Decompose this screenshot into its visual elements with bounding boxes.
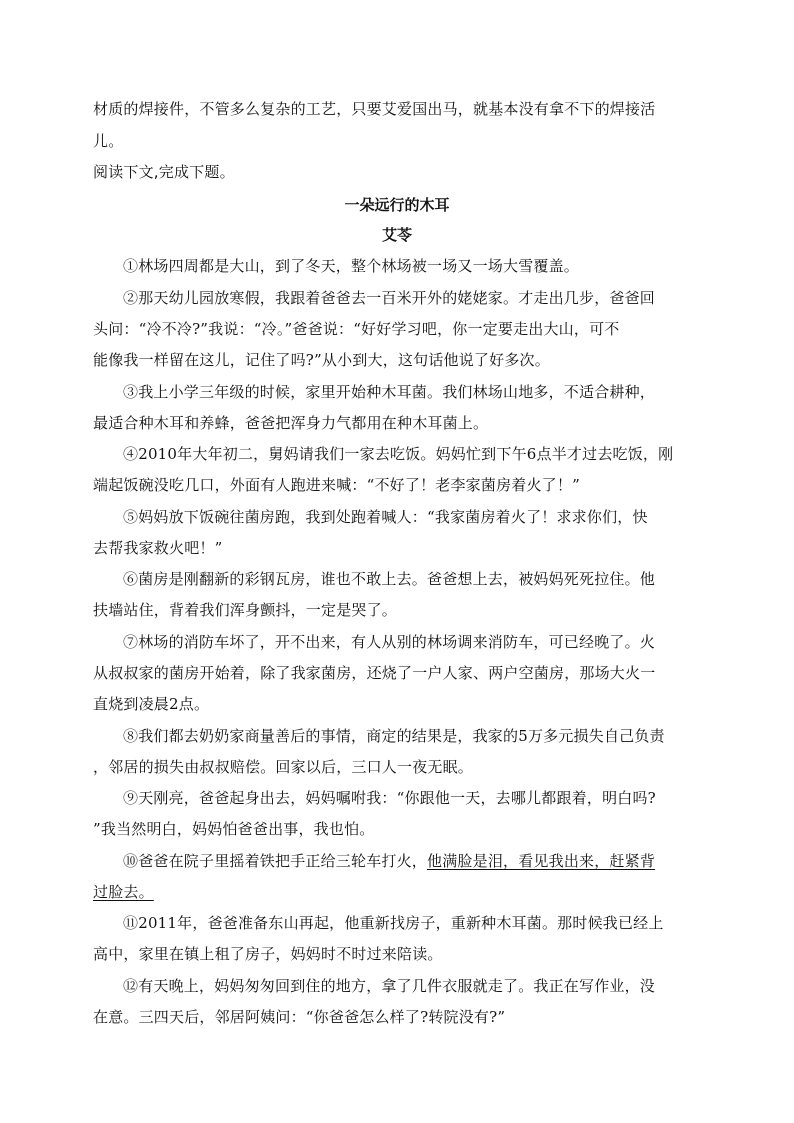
text-line: 儿。 (93, 132, 124, 150)
paragraph-12-line: ⑫有天晚上，妈妈匆匆回到住的地方，拿了几件衣服就走了。我正在写作业，没 (123, 977, 656, 995)
paragraph-12-line: 在意。三四天后，邻居阿姨问：“你爸爸怎么样了?转院没有?” (93, 1008, 506, 1026)
paragraph-4-line: ④2010年大年初二，舅妈请我们一家去吃饭。妈妈忙到下午6点半才过去吃饭，刚 (123, 445, 674, 463)
instruction-line: 阅读下文,完成下题。 (93, 163, 235, 181)
paragraph-1: ①林场四周都是大山，到了冬天，整个林场被一场又一场大雪覆盖。 (123, 257, 580, 275)
paragraph-11-line: ⑪2011年，爸爸准备东山再起，他重新找房子，重新种木耳菌。那时候我已经上 (123, 914, 664, 932)
paragraph-10-text: ⑩爸爸在院子里摇着铁把手正给三轮车打火， (123, 852, 428, 870)
paragraph-8-line: ，邻居的损失由叔叔赔偿。回家以后，三口人一夜无眠。 (93, 758, 474, 776)
paragraph-10-line (93, 881, 703, 902)
underlined-sentence: 他满脸是泪，看见我出来，赶紧背 (427, 852, 656, 870)
paragraph-2-line: ②那天幼儿园放寒假，我跟着爸爸去一百米开外的姥姥家。才走出几步，爸爸回 (123, 289, 656, 307)
underlined-sentence: 过脸去。 (93, 883, 154, 901)
paragraph-2-line: 头问：“冷不冷?”我说：“冷。”爸爸说：“好好学习吧，你一定要走出大山，可不 (93, 320, 620, 338)
paragraph-7-line: 从叔叔家的菌房开始着，除了我家菌房，还烧了一户人家、两户空菌房，那场大火一 (93, 664, 656, 682)
paragraph-3-line: ③我上小学三年级的时候，家里开始种木耳菌。我们林场山地多，不适合耕种， (123, 383, 656, 401)
paragraph-5-line: ⑤妈妈放下饭碗往菌房跑，我到处跑着喊人：“我家菌房着火了！求求你们，快 (123, 508, 648, 526)
paragraph-9-line: ⑨天刚亮，爸爸起身出去，妈妈嘱咐我：“你跟他一天，去哪儿都跟着，明白吗? (123, 789, 656, 807)
paragraph-6-line: ⑥菌房是刚翻新的彩钢瓦房，谁也不敢上去。爸爸想上去，被妈妈死死拉住。他 (123, 570, 656, 588)
article-title: 一朵远行的木耳 (344, 196, 450, 214)
paragraph-4-line: 端起饭碗没吃几口，外面有人跑进来喊：“不好了！老李家菌房着火了！” (93, 476, 580, 494)
paragraph-7-line: 直烧到凌晨2点。 (93, 695, 210, 713)
text-line: 材质的焊接件，不管多么复杂的工艺，只要艾爱国出马，就基本没有拿不下的焊接活 (93, 100, 656, 118)
paragraph-6-line: 扶墙站住，背着我们浑身颤抖，一定是哭了。 (93, 601, 398, 619)
paragraph-9-line: ”我当然明白，妈妈怕爸爸出事，我也怕。 (93, 820, 375, 838)
paragraph-7-line: ⑦林场的消防车坏了，开不出来，有人从别的林场调来消防车，可已经晚了。火 (123, 633, 656, 651)
article-author: 艾苓 (381, 226, 412, 244)
paragraph-5-line: 去帮我家救火吧！” (93, 539, 223, 557)
paragraph-10-line (123, 850, 703, 871)
paragraph-11-line: 高中，家里在镇上租了房子，妈妈时不时过来陪读。 (93, 945, 443, 963)
paragraph-8-line: ⑧我们都去奶奶家商量善后的事情，商定的结果是，我家的5万多元损失自己负责 (123, 727, 665, 745)
paragraph-2-line: 能像我一样留在这儿，记住了吗?”从小到大，这句话他说了好多次。 (93, 351, 550, 369)
paragraph-3-line: 最适合种木耳和养蜂，爸爸把浑身力气都用在种木耳菌上。 (93, 414, 489, 432)
